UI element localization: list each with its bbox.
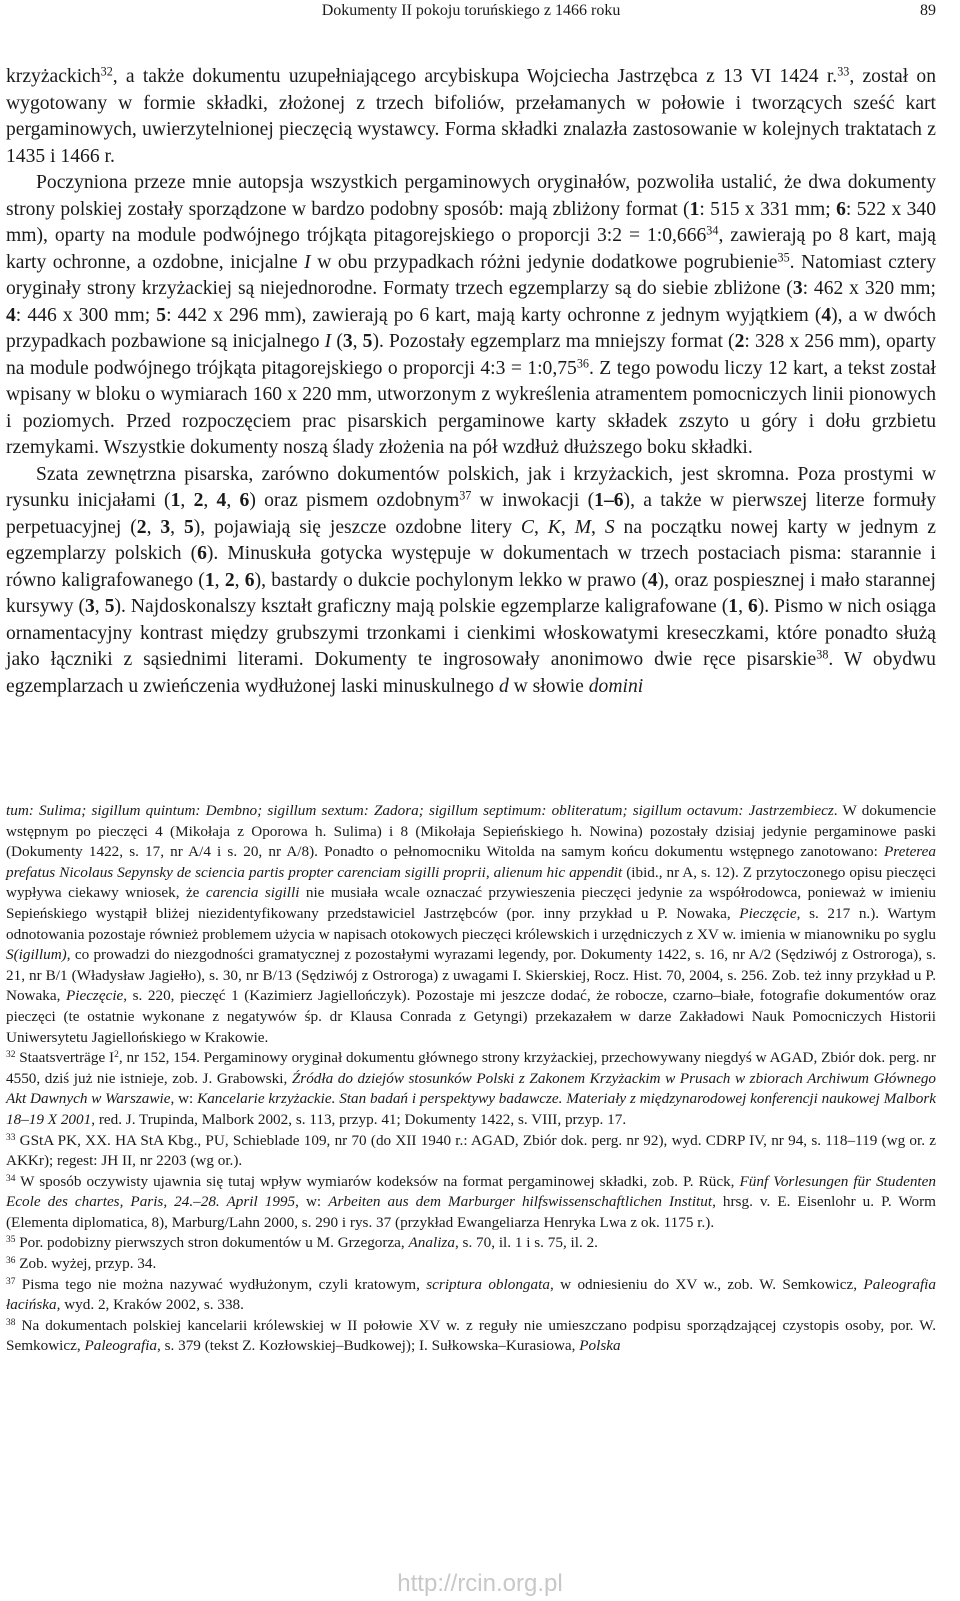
- footnote-36: $^{36}$ Zob. wyżej, przyp. 34.: [6, 1255, 157, 1273]
- footnote-34: $^{34}$ W sposób oczywisty ujawnia się tutaj wpływ wymiarów kodeksów na format pergaminowej składki, zob. P. Rück, Fünf Vorlesungen für Studenten Ecole des chartes, Paris, 24.–28. April 1995, w: Arbeiten aus dem Marburger hilfswissenschaftlichen Institut, hrsg. v. E. Eisenlohr u. P. Worm (Elementa diplomatica, 8), Marburg/Lahn 2000, s. 290 i rys. 37 (przykład Ewangeliarza Henryka Lwa z ok. 1175 r.).: [6, 1172, 936, 1231]
- footnote-37: $^{37}$ Pisma tego nie można nazywać wydłużonym, czyli kratowym, scriptura oblongata, w odniesieniu do XV w., zob. W. Semkowicz, Paleografia łacińska, wyd. 2, Kraków 2002, s. 338.: [6, 1275, 936, 1314]
- body-paragraph: Szata zewnętrzna pisarska, zarówno dokumentów polskich, jak i krzyżackich, jest skromna. Poza prostymi w rysunku inicjałami (1, 2, 4, 6) oraz pismem ozdobnym$^{37}$ w inwokacji (1–6), a także w pierwszej literze formuły perpetuacyjnej (2, 3, 5), pojawiają się jeszcze ozdobne litery C, K, M, S na początku nowej karty w jednym z egzemplarzy polskich (6). Minuskuła gotycka występuje w dokumentach w trzech postaciach pisma: starannie i równo kaligrafowanego (1, 2, 6), bastardy o dukcie pochylonym lekko w prawo (4), oraz pospiesznej i mało starannej kursywy (3, 5). Najdoskonalszy kształt graficzny mają polskie egzemplarze kaligrafowane (1, 6). Pismo w nich osiąga ornamentacyjny kontrast między grubszymi trzonkami i cienkimi włoskowatymi kreseczkami, które ponadto służą jako łączniki z sąsiednimi literami. Dokumenty te ingrosowały anonimowo dwie ręce pisarskie$^{38}$. W obydwu egzemplarzach u zwieńczenia wydłużonej laski minuskulnego d w słowie domini: [6, 463, 937, 697]
- running-header: [6, 0, 936, 26]
- watermark-url: http://rcin.org.pl: [397, 1570, 563, 1597]
- page-number: 89: [920, 2, 936, 19]
- body-paragraph: krzyżackich$^{32}$, a także dokumentu uzupełniającego arcybiskupa Wojciecha Jastrzębca z 13 VI 1424 r.$^{33}$, został on wygotowany w formie składki, złożonej z trzech bifoliów, przełamanych w połowie i tworzących sześć kart pergaminowych, uwierzytelnionej pieczęcią wystawcy. Forma składki znalazła zastosowanie w kolejnych traktatach z 1435 i 1466 r.: [6, 64, 937, 167]
- main-text: [6, 64, 936, 700]
- footnote-32: $^{32}$ Staatsverträge $I^2$, nr 152, 154. Pergaminowy oryginał dokumentu głównego strony krzyżackiej, przechowywany niegdyś w AGAD, Zbiór dok. perg. nr 4550, dziś już nie istnieje, zob. J. Grabowski, Źródła do dziejów stosunków Polski z Zakonem Krzyżackim w Prusach w zbiorach Archiwum Głównego Akt Dawnych w Warszawie, w: Kancelarie krzyżackie. Stan badań i perspektywy badawcze. Materiały z międzynarodowej konferencji naukowej Malbork 18–19 X 2001, red. J. Trupinda, Malbork 2002, s. 113, przyp. 41; Dokumenty 1422, s. VIII, przyp. 17.: [6, 1049, 937, 1128]
- footnote-continued: tum: Sulima; sigillum quintum: Dembno; sigillum sextum: Zadora; sigillum septimum: obliteratum; sigillum octavum: Jastrzembiecz. W dokumencie wstępnym po pieczęci 4 (Mikołaja z Oporowa h. Sulima) i 8 (Mikołaja Sepieńskiego h. Nowina) pozostały dzisiaj jedynie pergaminowe paski (Dokumenty 1422, s. 17, nr A/4 i s. 20, nr A/8). Ponadto o pełnomocniku Witolda na samym końcu dokumentu wstępnego zanotowano: Preterea prefatus Nicolaus Sepynsky de sciencia partis propter carenciam sigilli proprii, alienum hic appendit (ibid., nr A, s. 12). Z przytoczonego opisu pieczęci wypływa ciekawy wniosek, że carencia sigilli nie musiała wcale oznaczać przywieszenia pieczęci jedynie za współrodowca, ponieważ w imieniu Sepieńskiego wystąpił bliżej niezidentyfikowany przedstawiciel Jastrzębców (por. inny przykład u P. Nowaka, Pieczęcie, s. 217 n.). Wartym odnotowania pozostaje również problemem użycia w napisach otokowych pieczęci królewskich i urzędniczych z XV w. imienia w mianowniku po syglu S(igillum), co prowadzi do niezgodności gramatycznej z pozostałymi wyrazami legendy, por. Dokumenty 1422, s. 16, nr A/2 (Sędziwój z Ostroroga), s. 21, nr B/1 (Władysław Jagiełło), s. 30, nr B/13 (Sędziwój z Ostroroga) z uwagami I. Skierskiej, Rocz. Hist. 70, 2004, s. 256. Zob. też inny przykład u P. Nowaka, Pieczęcie, s. 220, pieczęć 1 (Kazimierz Jagiellończyk). Pozostaje mi jeszcze dodać, że robocze, czarno–białe, fotografie dokumentów oraz pieczęci (te ostatnie wykonane z negatywów śp. dr Klausa Conrada z Getyngi) przekazałem w darze Zakładowi Nauk Pomocniczych Historii Uniwersytetu Jagiellońskiego w Krakowie.: [6, 802, 936, 1046]
- footnote-35: $^{35}$ Por. podobizny pierwszych stron dokumentów u M. Grzegorza, Analiza, s. 70, il. 1 i s. 75, il. 2.: [6, 1234, 598, 1252]
- footnote-33: $^{33}$ GStA PK, XX. HA StA Kbg., PU, Schieblade 109, nr 70 (do XII 1940 r.: AGAD, Zbiór dok. perg. nr 92), wyd. CDRP IV, nr 94, s. 118–119 (wg or. z AKKr); regest: JH II, nr 2203 (wg or.).: [6, 1131, 936, 1170]
- body-paragraph: Poczyniona przeze mnie autopsja wszystkich pergaminowych oryginałów, pozwoliła ustalić, że dwa dokumenty strony polskiej zostały sporządzone w bardzo podobny sposób: mają zbliżony format (1: 515 x 331 mm; 6: 522 x 340 mm), oparty na module podwójnego trójkąta pitagorejskiego o proporcji 3:2 = $1:0,666^{34}$, zawierają po 8 kart, mają karty ochronne, a ozdobne, inicjalne I w obu przypadkach różni jedynie dodatkowe pogrubienie$^{35}$. Natomiast cztery oryginały strony krzyżackiej są niejednorodne. Formaty trzech egzemplarzy są do siebie zbliżone (3: 462 x 320 mm; 4: 446 x 300 mm; 5: 442 x 296 mm), zawierają po 6 kart, mają karty ochronne z jednym wyjątkiem (4), a w dwóch przypadkach pozbawione są inicjalnego I (3, 5). Pozostały egzemplarz ma mniejszy format (2: 328 x 256 mm), oparty na module podwójnego trójkąta pitagorejskiego o proporcji 4:3 = $1:0,75^{36}$. Z tego powodu liczy 12 kart, a tekst został wpisany w bloku o wymiarach 160 x 220 mm, utworzonym z wykreślenia atramentem pomocniczych linii pionowych i poziomych. Przed rozpoczęciem prac pisarskich pergaminowe karty składek zszyto u góry i dołu grzbietu rzemykami. Wszystkie dokumenty noszą ślady złożenia na pół wzdłuż dłuższego boku składki.: [6, 172, 936, 458]
- running-title: Dokumenty II pokoju toruńskiego z 1466 roku: [321, 2, 621, 19]
- footnote-38: $^{38}$ Na dokumentach polskiej kancelarii królewskiej w II połowie XV w. z reguły nie umieszczano podpisu sporządzającej czystopis osoby, por. W. Semkowicz, Paleografia, s. 379 (tekst Z. Kozłowskiej–Budkowej); I. Sułkowska–Kurasiowa, Polska: [6, 1316, 936, 1355]
- footnotes: [6, 801, 936, 1357]
